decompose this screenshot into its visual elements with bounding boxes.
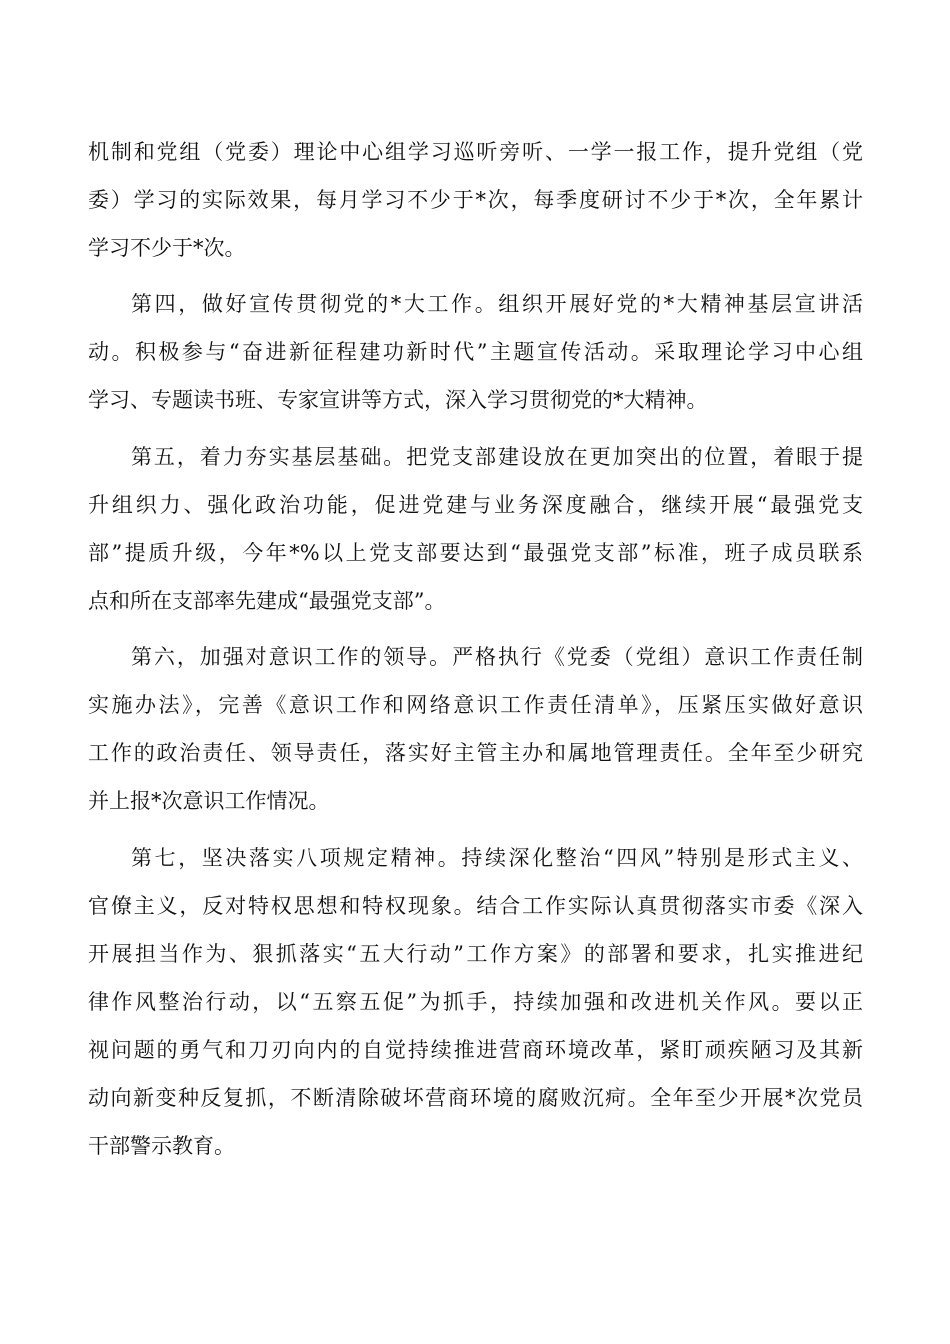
text-line: 官僚主义，反对特权思想和特权现象。结合工作实际认真贯彻落实市委《深入: [88, 894, 863, 918]
text-line: 并上报*次意识工作情况。: [88, 789, 330, 813]
text-line: 开展担当作为、狠抓落实“五大行动”工作方案》的部署和要求，扎实推进纪: [88, 942, 863, 966]
paragraph-first-line: 第六，加强对意识工作的领导。严格执行《党委（党组）意识工作责任制: [131, 645, 863, 669]
text-line: 点和所在支部率先建成“最强党支部”。: [88, 589, 446, 613]
text-line: 部”提质升级，今年*%以上党支部要达到“最强党支部”标准，班子成员联系: [88, 541, 863, 565]
text-line: 机制和党组（党委）理论中心组学习巡听旁听、一学一报工作，提升党组（党: [88, 140, 863, 164]
text-line: 学习、专题读书班、专家宣讲等方式，深入学习贯彻党的*大精神。: [88, 388, 708, 412]
paragraph-first-line: 第四，做好宣传贯彻党的*大工作。组织开展好党的*大精神基层宣讲活: [131, 292, 863, 316]
text-line: 视问题的勇气和刀刃向内的自觉持续推进营商环境改革，紧盯顽疾陋习及其新: [88, 1038, 863, 1062]
text-line: 干部警示教育。: [88, 1134, 235, 1158]
text-line: 动向新变种反复抓，不断清除破坏营商环境的腐败沉疴。全年至少开展*次党员: [88, 1086, 863, 1110]
text-line: 律作风整治行动，以“五察五促”为抓手，持续加强和改进机关作风。要以正: [88, 990, 863, 1014]
text-line: 学习不少于*次。: [88, 236, 246, 260]
text-line: 工作的政治责任、领导责任，落实好主管主办和属地管理责任。全年至少研究: [88, 741, 863, 765]
text-line: 实施办法》，完善《意识工作和网络意识工作责任清单》，压紧压实做好意识: [88, 693, 863, 717]
paragraph-first-line: 第七，坚决落实八项规定精神。持续深化整治“四风”特别是形式主义、: [131, 846, 863, 870]
text-line: 动。积极参与“奋进新征程建功新时代”主题宣传活动。采取理论学习中心组: [88, 340, 863, 364]
text-line: 升组织力、强化政治功能，促进党建与业务深度融合，继续开展“最强党支: [88, 493, 863, 517]
paragraph-first-line: 第五，着力夯实基层基础。把党支部建设放在更加突出的位置，着眼于提: [131, 445, 863, 469]
text-line: 委）学习的实际效果，每月学习不少于*次，每季度研讨不少于*次，全年累计: [88, 188, 863, 212]
